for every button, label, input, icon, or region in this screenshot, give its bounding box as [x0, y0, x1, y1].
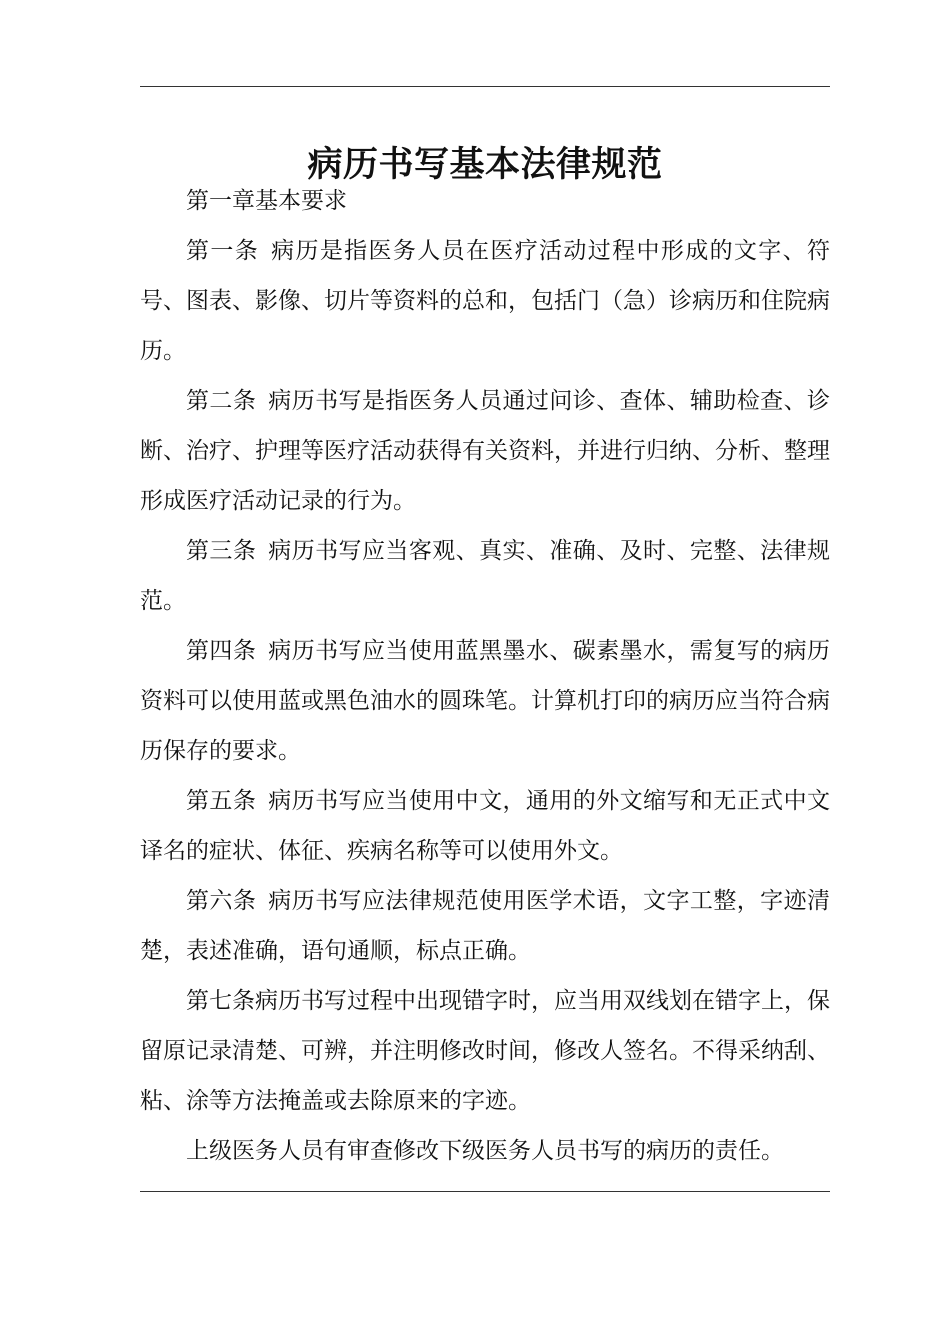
article-label: 第六条 — [186, 888, 257, 914]
article-text: 病历书写应法律规范使用医学术语，文字工整，字迹清楚，表述准确，语句通顺，标点正确。 — [140, 888, 831, 964]
page-title: 病历书写基本法律规范 — [307, 144, 663, 186]
article-text: 病历是指医务人员在医疗活动过程中形成的文字、符号、图表、影像、切片等资料的总和，包括门（急）诊病历和住院病历。 — [140, 238, 831, 364]
article-2 — [140, 376, 830, 526]
article-3 — [140, 526, 830, 626]
article-4 — [140, 626, 830, 776]
article-1 — [140, 226, 830, 376]
article-label: 第一条 — [186, 238, 260, 264]
article-label: 第三条 — [186, 538, 257, 564]
article-label: 第四条 — [186, 638, 257, 664]
footer-rule — [140, 1191, 830, 1192]
article-label: 第二条 — [186, 388, 257, 414]
article-7: 第七条病历书写过程中出现错字时，应当用双线划在错字上，保留原记录清楚、可辨，并注明修改时间，修改人签名。不得采纳刮、粘、涂等方法掩盖或去除原来的字迹。 — [140, 988, 830, 1114]
article-text: 病历书写应当客观、真实、准确、及时、完整、法律规范。 — [140, 538, 831, 614]
document-body — [140, 176, 830, 1176]
article-5 — [140, 776, 830, 876]
article-label: 第五条 — [186, 788, 257, 814]
article-text: 病历书写应当使用蓝黑墨水、碳素墨水，需复写的病历资料可以使用蓝或黑色油水的圆珠笔。计算机打印的病历应当符合病历保存的要求。 — [140, 638, 831, 764]
article-text: 病历书写应当使用中文，通用的外文缩写和无正式中文译名的症状、体征、疾病名称等可以使用外文。 — [140, 788, 831, 864]
closing-paragraph: 上级医务人员有审查修改下级医务人员书写的病历的责任。 — [186, 1138, 784, 1164]
header-rule — [140, 86, 830, 87]
article-6 — [140, 876, 830, 976]
chapter-heading: 第一章基本要求 — [186, 188, 347, 214]
article-text: 病历书写是指医务人员通过问诊、查体、辅助检查、诊断、治疗、护理等医疗活动获得有关资料，并进行归纳、分析、整理形成医疗活动记录的行为。 — [140, 388, 831, 514]
